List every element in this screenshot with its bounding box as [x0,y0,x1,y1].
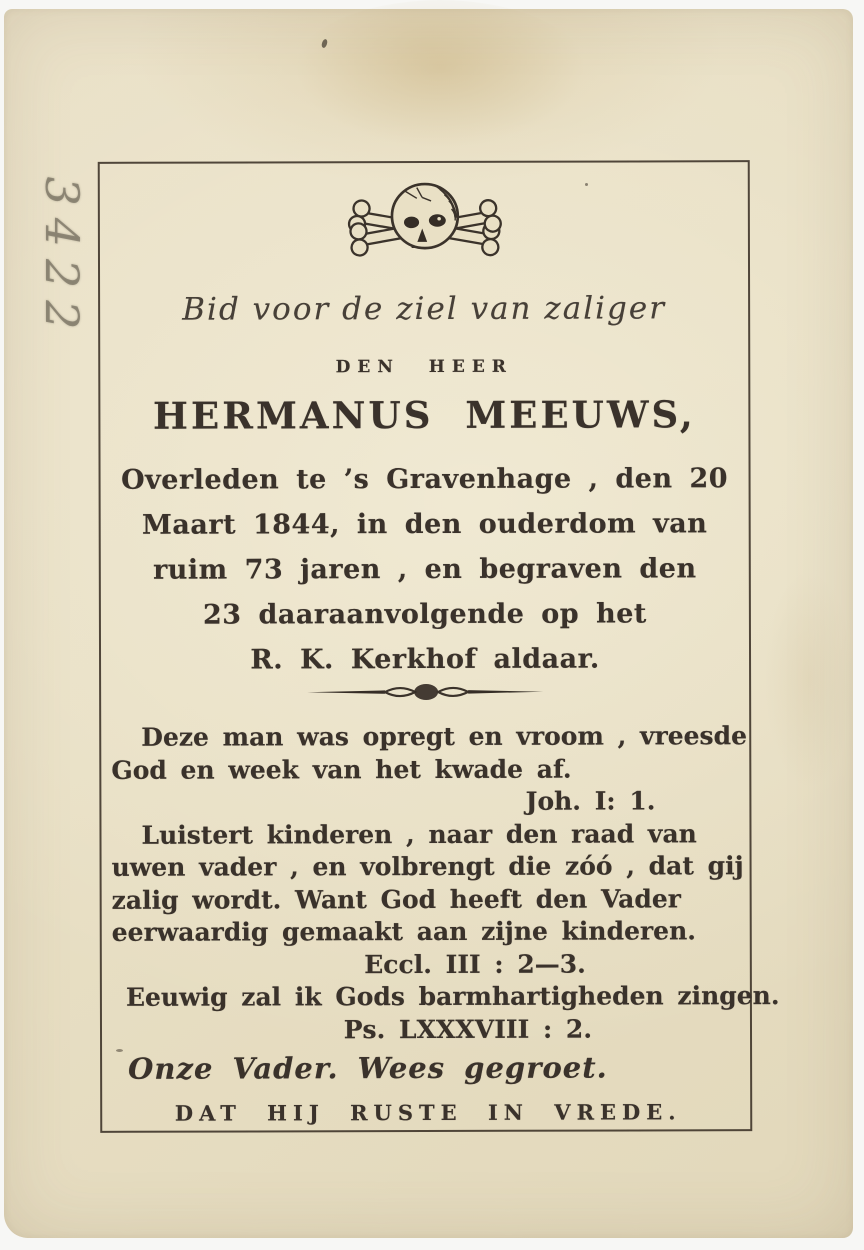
closing-line: DAT HIJ RUSTE IN VREDE. [174,1098,682,1126]
obituary-line: Overleden te ’s Gravenhage , den 20 [121,463,729,496]
ornament-divider [101,678,749,710]
verse-line: uwen vader , en volbrengt die zóó , dat gij [111,851,744,882]
obituary-line: Maart 1844, in den ouderdom van [141,508,708,541]
obituary-text [101,456,750,683]
verse-line: Deze man was opregt en vroom , vreesde [141,721,748,752]
printed-border-frame [98,160,780,1133]
verse-line: Eeuwig zal ik Gods barmhartigheden zingen. [125,981,780,1012]
obituary-line: R. K. Kerkhof aldaar. [250,643,600,676]
scripture-verses [111,720,780,1130]
verse-line: God en week van het kwade af. [111,754,572,785]
invocation-script-line: Bid voor de ziel van zaliger [182,290,667,328]
skull-and-crossbones-icon [336,173,514,287]
verse-line: eerwaardig gemaakt aan zijne kinderen. [111,916,696,947]
card-paper [4,9,853,1238]
obituary-line: 23 daaraanvolgende op het [202,598,647,631]
verse-line: zalig wordt. Want God heeft den Vader [111,883,681,915]
verse-line: Luistert kinderen , naar den raad van [141,818,697,850]
paper-stain [290,0,590,150]
obituary-line: ruim 73 jaren , en begraven den [153,553,697,586]
verse-reference: Joh. I: 1. [525,786,656,816]
prayer-line: Onze Vader. Wees gegroet. [128,1050,608,1086]
verse-reference: Eccl. III : 2—3. [364,949,586,979]
verse-reference: Ps. LXXXVIII : 2. [343,1014,593,1044]
deceased-name: HERMANUS MEEUWS, [152,392,696,438]
handwritten-inventory-number: 3422 [35,176,89,342]
paper-stain [764,569,854,789]
honorific-line: DEN HEER [335,356,513,378]
